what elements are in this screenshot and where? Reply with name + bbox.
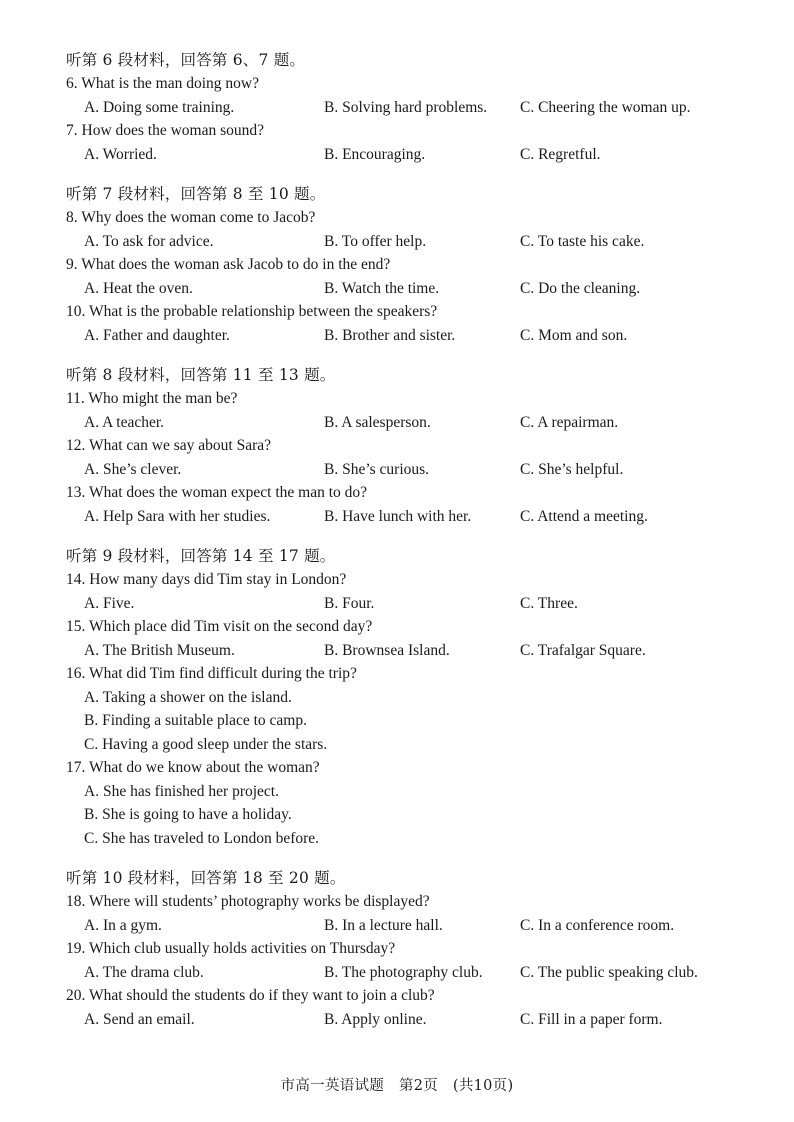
answer-option: A. Send an email. bbox=[84, 1010, 195, 1028]
section-instruction: 听第 8 段材料，回答第 11 至 13 题。 bbox=[66, 366, 336, 384]
answer-options bbox=[66, 411, 746, 435]
answer-option: C. Attend a meeting. bbox=[520, 507, 648, 525]
answer-option: C. A repairman. bbox=[520, 413, 619, 431]
section-instruction: 听第 7 段材料，回答第 8 至 10 题。 bbox=[66, 185, 326, 203]
answer-option: C. Having a good sleep under the stars. bbox=[84, 735, 328, 753]
answer-option: B. To offer help. bbox=[324, 232, 427, 250]
question-text: 16. What did Tim find difficult during the trip? bbox=[66, 665, 357, 682]
answer-option: C. She’s helpful. bbox=[520, 460, 624, 478]
answer-option: A. A teacher. bbox=[84, 413, 165, 431]
question bbox=[66, 206, 746, 253]
answer-option: B. Brother and sister. bbox=[324, 326, 456, 344]
question bbox=[66, 890, 746, 937]
answer-option: A. She’s clever. bbox=[84, 460, 182, 478]
question-text: 9. What does the woman ask Jacob to do in the end? bbox=[66, 256, 391, 273]
question bbox=[66, 568, 746, 615]
answer-option: A. She has finished her project. bbox=[84, 782, 279, 800]
answer-option: A. To ask for advice. bbox=[84, 232, 214, 250]
question-text: 19. Which club usually holds activities on Thursday? bbox=[66, 940, 396, 957]
answer-options bbox=[66, 324, 746, 348]
answer-option: C. The public speaking club. bbox=[520, 963, 698, 981]
answer-option: C. Cheering the woman up. bbox=[520, 98, 691, 116]
listening-section bbox=[66, 544, 746, 850]
answer-option: A. Help Sara with her studies. bbox=[84, 507, 271, 525]
question bbox=[66, 662, 746, 756]
answer-option: B. Apply online. bbox=[324, 1010, 427, 1028]
page-footer: 市高一英语试题 第2页 (共10页) bbox=[280, 1078, 514, 1094]
question bbox=[66, 937, 746, 984]
answer-option: C. Trafalgar Square. bbox=[520, 641, 646, 659]
answer-option: B. Finding a suitable place to camp. bbox=[84, 712, 307, 729]
answer-options bbox=[66, 914, 746, 938]
section-instruction: 听第 10 段材料，回答第 18 至 20 题。 bbox=[66, 869, 346, 887]
question-text: 15. Which place did Tim visit on the second day? bbox=[66, 618, 373, 635]
question-text: 13. What does the woman expect the man to do? bbox=[66, 484, 368, 501]
answer-option: B. Watch the time. bbox=[324, 279, 440, 297]
listening-section bbox=[66, 48, 746, 166]
answer-option: A. The British Museum. bbox=[84, 641, 235, 659]
answer-option: A. The drama club. bbox=[84, 963, 204, 981]
answer-options bbox=[66, 458, 746, 482]
answer-option: B. The photography club. bbox=[324, 963, 483, 981]
answer-option: A. Taking a shower on the island. bbox=[84, 688, 292, 706]
question bbox=[66, 481, 746, 528]
answer-option: C. To taste his cake. bbox=[520, 232, 645, 250]
answer-option: B. Four. bbox=[324, 594, 375, 612]
question-text: 11. Who might the man be? bbox=[66, 390, 238, 407]
answer-option: C. Mom and son. bbox=[520, 326, 628, 344]
listening-section bbox=[66, 182, 746, 347]
question-text: 8. Why does the woman come to Jacob? bbox=[66, 209, 316, 226]
answer-option: A. Doing some training. bbox=[84, 98, 235, 116]
answer-option: C. Regretful. bbox=[520, 145, 601, 163]
section-instruction: 听第 9 段材料，回答第 14 至 17 题。 bbox=[66, 547, 336, 565]
question bbox=[66, 387, 746, 434]
answer-option: B. Brownsea Island. bbox=[324, 641, 450, 659]
answer-options bbox=[66, 277, 746, 301]
section-instruction: 听第 6 段材料，回答第 6、7 题。 bbox=[66, 51, 306, 69]
answer-options bbox=[66, 230, 746, 254]
question-text: 20. What should the students do if they want to join a club? bbox=[66, 987, 435, 1004]
answer-option: C. Fill in a paper form. bbox=[520, 1010, 663, 1028]
answer-option: B. Solving hard problems. bbox=[324, 98, 488, 116]
answer-option: C. Do the cleaning. bbox=[520, 279, 641, 297]
answer-option: B. Have lunch with her. bbox=[324, 507, 472, 525]
answer-options bbox=[66, 143, 746, 167]
answer-options bbox=[66, 686, 746, 757]
answer-option: A. Father and daughter. bbox=[84, 326, 230, 344]
question-text: 12. What can we say about Sara? bbox=[66, 437, 272, 454]
answer-option: B. She’s curious. bbox=[324, 460, 430, 478]
answer-options bbox=[66, 639, 746, 663]
question-text: 14. How many days did Tim stay in London? bbox=[66, 571, 347, 588]
answer-options bbox=[66, 780, 746, 851]
question bbox=[66, 253, 746, 300]
question bbox=[66, 756, 746, 850]
question-text: 6. What is the man doing now? bbox=[66, 75, 260, 92]
answer-options bbox=[66, 96, 746, 120]
listening-section bbox=[66, 363, 746, 528]
answer-option: B. She is going to have a holiday. bbox=[84, 806, 292, 823]
question-text: 17. What do we know about the woman? bbox=[66, 759, 320, 776]
answer-options bbox=[66, 592, 746, 616]
question-text: 10. What is the probable relationship between the speakers? bbox=[66, 303, 438, 320]
listening-section bbox=[66, 866, 746, 1031]
question-text: 7. How does the woman sound? bbox=[66, 122, 265, 139]
answer-option: A. Heat the oven. bbox=[84, 279, 193, 297]
answer-option: A. Worried. bbox=[84, 145, 157, 163]
answer-options bbox=[66, 961, 746, 985]
listening-questions bbox=[66, 48, 746, 1047]
answer-option: B. A salesperson. bbox=[324, 413, 431, 431]
answer-option: B. In a lecture hall. bbox=[324, 916, 443, 934]
answer-options bbox=[66, 1008, 746, 1032]
answer-option: A. Five. bbox=[84, 594, 135, 612]
question bbox=[66, 300, 746, 347]
answer-option: C. She has traveled to London before. bbox=[84, 829, 320, 847]
question bbox=[66, 72, 746, 119]
answer-option: B. Encouraging. bbox=[324, 145, 426, 163]
answer-option: C. Three. bbox=[520, 594, 578, 612]
question bbox=[66, 434, 746, 481]
question bbox=[66, 984, 746, 1031]
answer-option: C. In a conference room. bbox=[520, 916, 675, 934]
answer-option: A. In a gym. bbox=[84, 916, 162, 934]
question bbox=[66, 615, 746, 662]
question-text: 18. Where will students’ photography works be displayed? bbox=[66, 893, 430, 910]
answer-options bbox=[66, 505, 746, 529]
question bbox=[66, 119, 746, 166]
